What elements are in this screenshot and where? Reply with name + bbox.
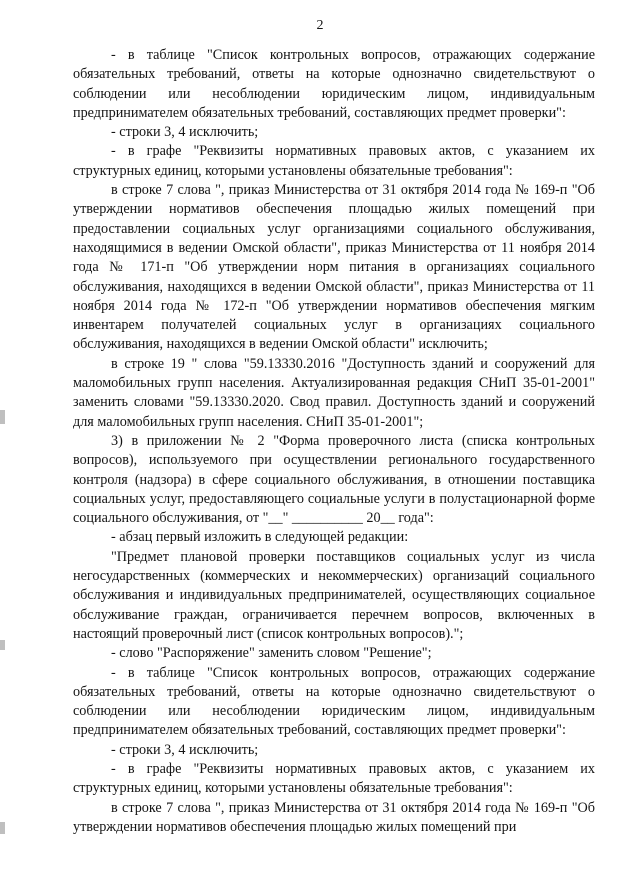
scan-edge-mark (0, 640, 5, 650)
paragraph: в строке 7 слова ", приказ Министерства от 31 октября 2014 года № 169-п "Об утверждении нормативов обеспечения площадью жилых помещений при предоставлении социальных услуг организациями социального обслуживания, находящимися в ведении Омской области", приказ Министерства от 11 ноября 2014 года № 171-п "Об утверждении норм питания в организациях социального обслуживания, находящихся в ведении Омской области", приказ Министерства от 11 ноября 2014 года № 172-п "Об утверждении нормативов обеспечения мягким инвентарем получателей социальных услуг в организациях социального обслуживания, находящихся в ведении Омской области" исключить; (73, 182, 595, 353)
paragraph: - в графе "Реквизиты нормативных правовых актов, с указанием их структурных единиц, которыми установлены обязательные требования": (73, 143, 595, 179)
scan-edge-mark (0, 410, 5, 424)
paragraph: - в графе "Реквизиты нормативных правовых актов, с указанием их структурных единиц, которыми установлены обязательные требования": (73, 760, 595, 797)
paragraph: в строке 7 слова ", приказ Министерства от 31 октября 2014 года № 169-п "Об утверждении нормативов обеспечения площадью жилых помещений при (73, 799, 595, 835)
paragraph: - в таблице "Список контрольных вопросов, отражающих содержание обязательных требований, ответы на которые однозначно свидетельствуют о соблюдении или несоблюдении юридическим лицом, индивидуальным предпринимателем обязательных требований, составляющих предмет проверки": (73, 664, 595, 739)
document-body (73, 46, 595, 837)
paragraph: - строки 3, 4 исключить; (111, 741, 259, 758)
paragraph: - в таблице "Список контрольных вопросов, отражающих содержание обязательных требований, ответы на которые однозначно свидетельствуют о соблюдении или несоблюдении юридическим лицом, индивидуальным предпринимателем обязательных требований, составляющих предмет проверки": (73, 47, 595, 121)
page-number: 2 (316, 18, 324, 33)
paragraph: в строке 19 " слова "59.13330.2016 "Доступность зданий и сооружений для маломобильных групп населения. Актуализированная редакция СНиП 35-01-2001" заменить словами "59.13330.2020. Свод правил. Доступность зданий и сооружений для маломобильных групп населения. СНиП 35-01-2001"; (73, 355, 595, 430)
scan-edge-mark (0, 822, 5, 834)
paragraph: - строки 3, 4 исключить; (111, 124, 259, 141)
paragraph: 3) в приложении № 2 "Форма проверочного листа (списка контрольных вопросов), используемого при осуществлении регионального государственного контроля (надзора) в сфере социального обслуживания, в отношении поставщика социальных услуг, предоставляющего социальные услуги в полустационарной форме социального обслуживания, от "__" __________ 20__ года": (73, 432, 595, 527)
paragraph: - абзац первый изложить в следующей редакции: (111, 529, 409, 546)
paragraph: "Предмет плановой проверки поставщиков социальных услуг из числа негосударственных (коммерческих и некоммерческих) организаций социального обслуживания и индивидуальных предпринимателей, осуществляющих социальное обслуживание граждан, ограничивается перечнем вопросов, включенных в настоящий проверочный лист (список контрольных вопросов)."; (73, 548, 595, 642)
paragraph: - слово "Распоряжение" заменить словом "Решение"; (111, 645, 432, 662)
